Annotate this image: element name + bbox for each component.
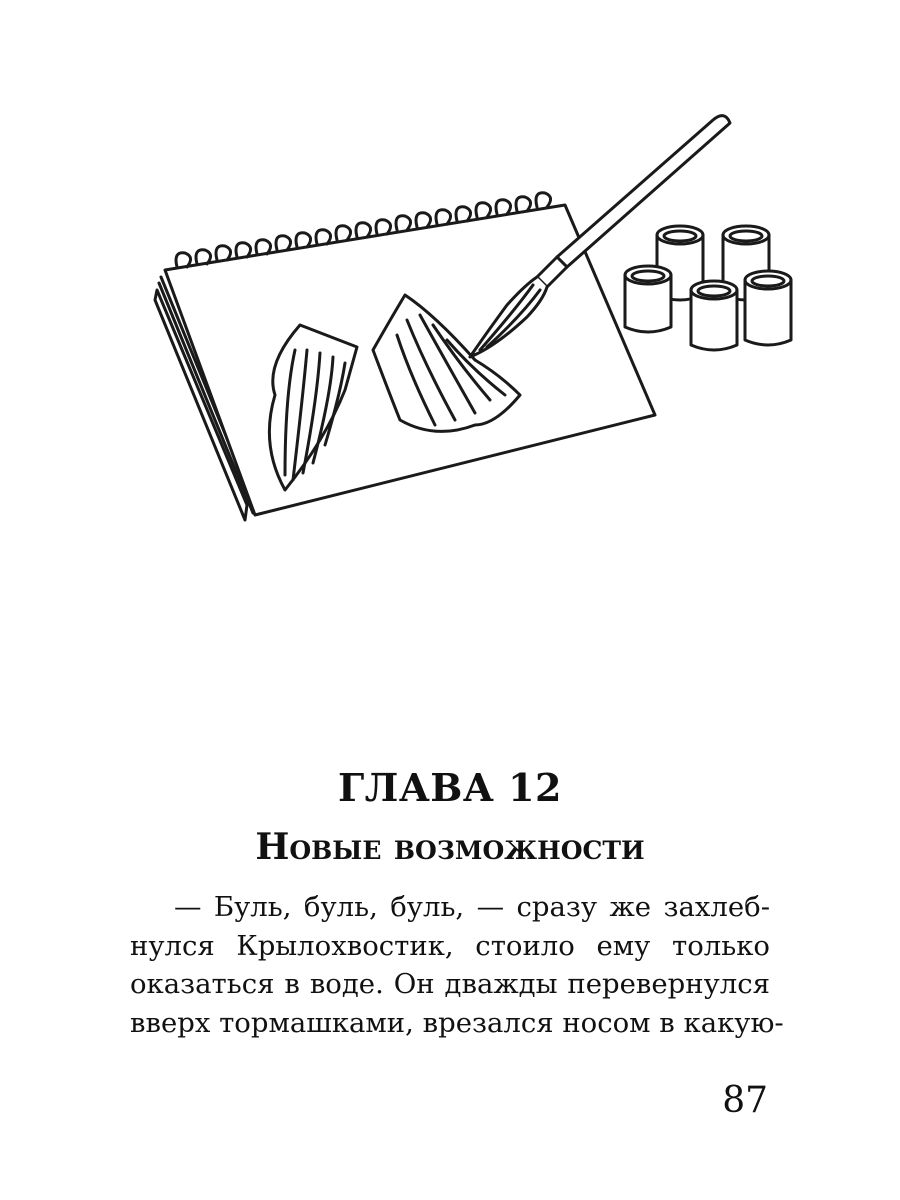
text-line: нулся Крылохвостик, стоило ему только <box>130 929 770 962</box>
paint-jar <box>691 281 737 350</box>
paragraph <box>130 888 784 1042</box>
sketchbook-illustration <box>135 95 830 540</box>
text-line: вверх тормашками, врезался носом в какую- <box>130 1006 784 1039</box>
paint-jar <box>625 266 671 332</box>
page-number: 87 <box>722 1080 768 1121</box>
text-line: оказаться в воде. Он дважды перевернулся <box>130 968 770 1000</box>
paint-jar <box>745 271 791 345</box>
chapter-number: ГЛАВА 12 <box>338 765 562 810</box>
paint-jars <box>625 226 791 350</box>
text-line: — Буль, буль, буль, — сразу же захлеб- <box>174 891 770 923</box>
body-text <box>130 888 784 1042</box>
chapter-title: Новые возможности <box>255 826 645 868</box>
